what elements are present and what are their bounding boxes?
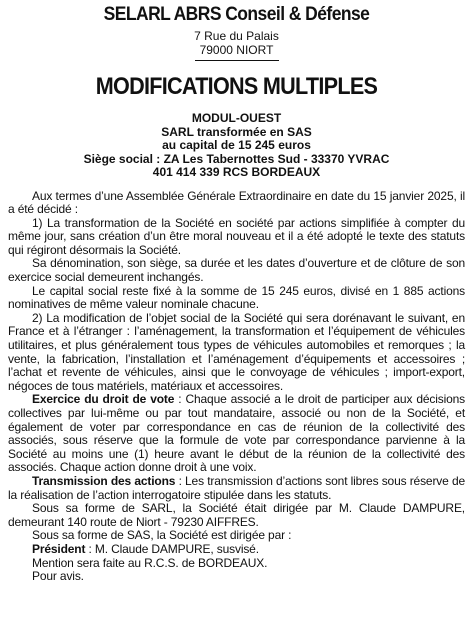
address-city: 79000 NIORT xyxy=(199,43,274,57)
paragraph-transformation: 1) La transformation de la Société en société par actions simplifiée à compter du même jour, sans création d’un être moral nouveau et il a été adopté le texte des statuts qui régiront désormais la Société. xyxy=(8,215,465,257)
paragraph-closing: Pour avis. xyxy=(32,569,84,584)
paragraph-assembly: Aux termes d’une Assemblée Générale Extraordinaire en date du 15 janvier 2025, il a été décidé : xyxy=(8,188,465,217)
transfer-label: Transmission des actions xyxy=(32,473,176,488)
notice-title: MODIFICATIONS MULTIPLES xyxy=(95,73,378,100)
company-rcs: 401 414 339 RCS BORDEAUX xyxy=(152,165,321,179)
company-block xyxy=(8,112,465,180)
paragraph-voting xyxy=(8,393,465,475)
paragraph-mention: Mention sera faite au R.C.S. de BORDEAUX. xyxy=(32,555,268,570)
voting-text: : Chaque associé a le droit de participer aux décisions collectives par lui-même ou par tout mandataire, associé ou non de la Société, et également de voter par correspondance en cas de réunion de la collectivité des associés, sous réserve que la formule de vote par correspondance parvienne à la Société au moins une (1) heure avant le début de la réunion de la collectivité des associés. Chaque action donne droit à une voix. xyxy=(8,392,465,475)
paragraph-object: 2) La modification de l’objet social de la Société qui sera dorénavant le suivant, en France et à l’étranger : l’aménagement, la transformation et l’équipement de véhicules utilitaires, et plus généralement tous types de véhicules automobiles et remorques ; la vente, la fabrication, l’installation et l’aménagement d’équipements et accessoires ; l’achat et revente de véhicules, ainsi que le convoyage de véhicules ; import-export, négoces de tous matériels, matériaux et accessoires. xyxy=(8,310,465,393)
paragraph-transfer xyxy=(8,475,465,502)
paragraph-denomination: Sa dénomination, son siège, sa durée et les dates d’ouverture et de clôture de son exercice social demeurent inchangés. xyxy=(8,256,465,285)
president-label: Président xyxy=(32,541,86,556)
company-seat: Siège social : ZA Les Tabernottes Sud - 33370 YVRAC xyxy=(83,151,390,166)
company-form: SARL transformée en SAS xyxy=(161,124,312,139)
firm-address xyxy=(8,29,465,57)
company-name: MODUL-OUEST xyxy=(191,111,282,125)
voting-label: Exercice du droit de vote xyxy=(32,392,175,407)
divider xyxy=(195,60,279,61)
paragraph-capital: Le capital social reste fixé à la somme de 15 245 euros, divisé en 1 885 actions nominatives de même valeur nominale chacune. xyxy=(8,283,465,312)
company-capital: au capital de 15 245 euros xyxy=(162,138,311,152)
firm-name: SELARL ABRS Conseil & Défense xyxy=(103,4,370,25)
paragraph-sarl-management: Sous sa forme de SARL, la Société était dirigée par M. Claude DAMPURE, demeurant 140 route de Niort - 79230 AIFFRES. xyxy=(8,501,465,529)
president-text: : M. Claude DAMPURE, susvisé. xyxy=(85,541,259,556)
paragraph-sas-management: Sous sa forme de SAS, la Société est dirigée par : xyxy=(32,528,292,543)
address-street: 7 Rue du Palais xyxy=(194,29,279,43)
paragraph-president xyxy=(8,543,465,557)
transfer-text: : Les transmission d’actions sont libres sous réserve de la réalisation de l’action interrogatoire stipulée dans les statuts. xyxy=(8,473,465,502)
notice-body xyxy=(8,190,465,584)
